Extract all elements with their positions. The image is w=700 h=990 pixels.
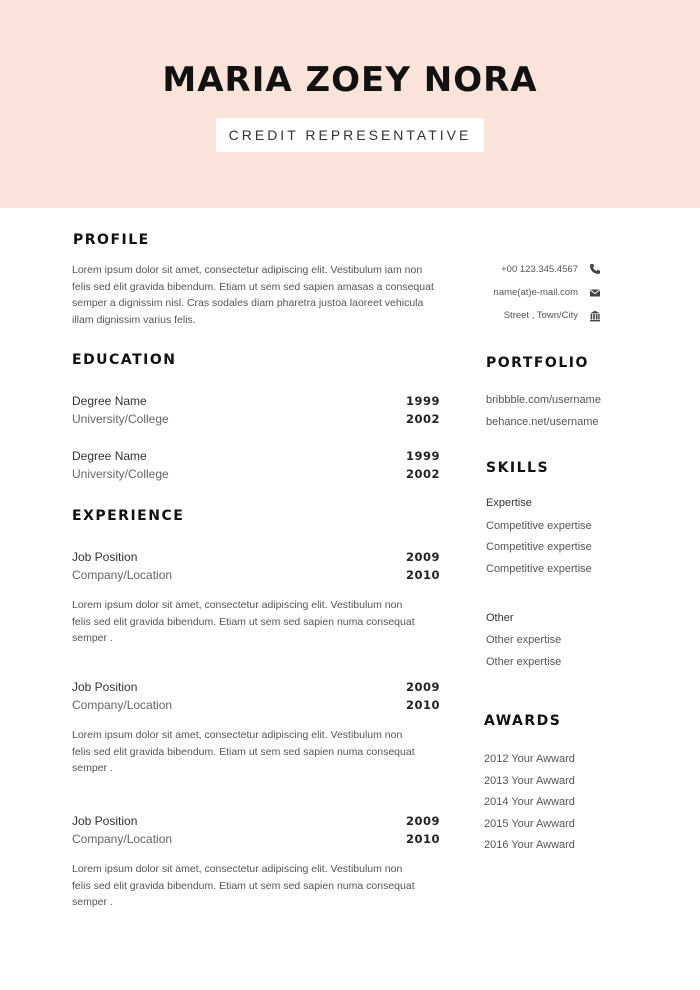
job-description: Lorem ipsum dolor sit amet, consectetur adipiscing elit. Vestibulum non felis sed elit gravida bibendum. Etiam ut sem sed sapien numa consequat semper . (72, 863, 415, 908)
building-icon (589, 310, 601, 322)
job-start-year: 2009 (406, 814, 441, 828)
education-degree: Degree Name (72, 394, 147, 408)
job-position: Job Position (72, 680, 138, 694)
job-company: Company/Location (72, 698, 173, 712)
contact-email: name(at)e-mail.com (493, 287, 578, 298)
profile-text: Lorem ipsum dolor sit amet, consectetur adipiscing elit. Vestibulum iam non felis sed elit gravida bibendum. Etiam ut sem sed sapien amasas a consequat semper a dignissim nisl. Cras sodales diam pharetra justoa laoreet vehicula illam dignissim varius felis. (72, 264, 434, 326)
job-title: CREDIT REPRESENTATIVE (216, 118, 484, 152)
award-item: 2015 Your Awward (484, 818, 575, 830)
skills-heading: SKILLS (486, 460, 550, 476)
envelope-icon (589, 287, 601, 299)
skill-item: Other expertise (486, 656, 562, 668)
job-position: Job Position (72, 814, 138, 828)
skill-item: Competitive expertise (486, 563, 592, 575)
portfolio-link-behance[interactable]: behance.net/username (486, 416, 599, 428)
header-band (0, 0, 700, 208)
skill-item: Other expertise (486, 634, 562, 646)
award-item: 2013 Your Awward (484, 775, 575, 787)
education-school: University/College (72, 467, 169, 481)
job-description: Lorem ipsum dolor sit amet, consectetur adipiscing elit. Vestibulum non felis sed elit gravida bibendum. Etiam ut sem sed sapien numa consequat semper . (72, 729, 415, 774)
job-end-year: 2010 (406, 832, 441, 846)
job-description: Lorem ipsum dolor sit amet, consectetur adipiscing elit. Vestibulum non felis sed elit gravida bibendum. Etiam ut sem sed sapien numa consequat semper . (72, 599, 415, 644)
job-start-year: 2009 (406, 550, 441, 564)
job-start-year: 2009 (406, 680, 441, 694)
education-school: University/College (72, 412, 169, 426)
job-end-year: 2010 (406, 698, 441, 712)
education-heading: EDUCATION (72, 352, 177, 368)
job-company: Company/Location (72, 832, 173, 846)
portfolio-link-dribbble[interactable]: bribbble.com/username (486, 394, 601, 406)
experience-heading: EXPERIENCE (72, 508, 185, 524)
job-company: Company/Location (72, 568, 173, 582)
portfolio-heading: PORTFOLIO (486, 355, 589, 371)
education-end-year: 2002 (406, 467, 441, 481)
skill-item: Competitive expertise (486, 541, 592, 553)
award-item: 2014 Your Awward (484, 796, 575, 808)
education-degree: Degree Name (72, 449, 147, 463)
job-position: Job Position (72, 550, 138, 564)
profile-heading: PROFILE (73, 232, 150, 248)
contact-phone: +00 123.345.4567 (501, 264, 578, 275)
awards-heading: AWARDS (484, 713, 562, 729)
skills-other-label: Other (486, 612, 514, 624)
contact-address: Street , Town/City (503, 310, 578, 321)
award-item: 2012 Your Awward (484, 753, 575, 765)
job-end-year: 2010 (406, 568, 441, 582)
skills-expertise-label: Expertise (486, 497, 532, 509)
award-item: 2016 Your Awward (484, 839, 575, 851)
skill-item: Competitive expertise (486, 520, 592, 532)
education-end-year: 2002 (406, 412, 441, 426)
education-start-year: 1999 (406, 449, 441, 463)
person-name: MARIA ZOEY NORA (162, 60, 538, 100)
education-start-year: 1999 (406, 394, 441, 408)
phone-icon (589, 263, 601, 275)
